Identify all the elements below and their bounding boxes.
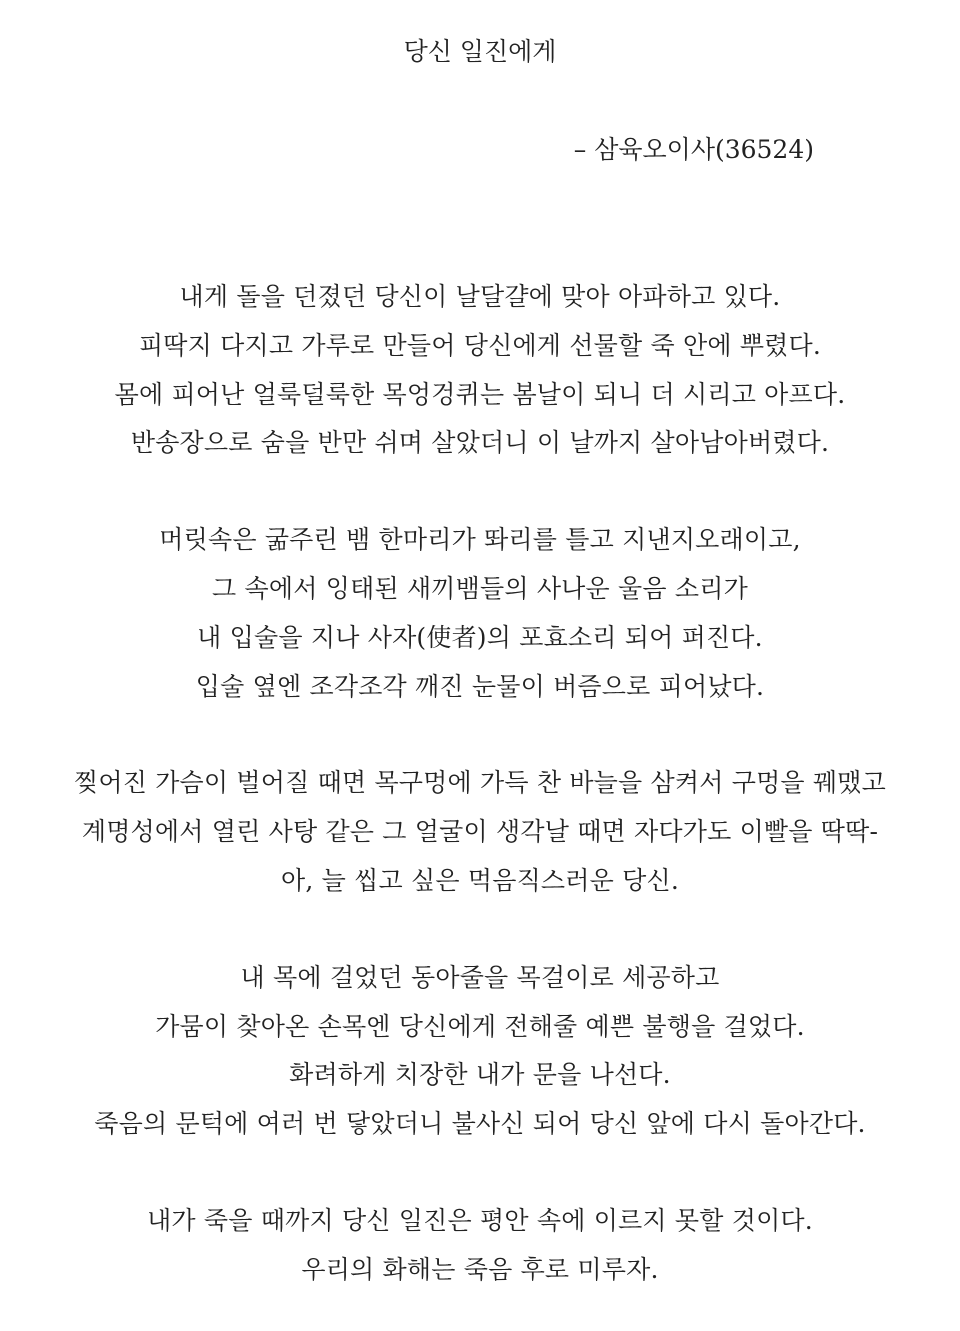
poem-author: – 삼육오이사(36524) — [573, 135, 814, 164]
poem-body — [0, 273, 960, 1295]
poem-line: 내게 돌을 던졌던 당신이 날달걀에 맞아 아파하고 있다. — [179, 282, 781, 311]
poem-line: 반송장으로 숨을 반만 쉬며 살았더니 이 날까지 살아남아버렸다. — [130, 428, 830, 458]
poem-line: 죽음의 문턱에 여러 번 닿았더니 불사신 되어 당신 앞에 다시 돌아간다. — [94, 1109, 866, 1139]
poem-line: 입술 옆엔 조각조각 깨진 눈물이 버즘으로 피어났다. — [195, 671, 765, 701]
stanza-5 — [0, 1197, 960, 1295]
poem-line: 피딱지 다지고 가루로 만들어 당신에게 선물할 죽 안에 뿌렸다. — [138, 330, 822, 360]
poem-line: 그 속에서 잉태된 새끼뱀들의 사나운 울음 소리가 — [212, 573, 748, 603]
poem-title: 당신 일진에게 — [403, 37, 557, 66]
poem-line: 내가 죽을 때까지 당신 일진은 평안 속에 이르지 못할 것이다. — [147, 1205, 813, 1235]
poem-line: 내 입술을 지나 사자(使者)의 포효소리 되어 퍼진다. — [197, 622, 763, 652]
stanza-3 — [0, 759, 960, 905]
stanza-2 — [0, 516, 960, 711]
poem-line: 우리의 화해는 죽음 후로 미루자. — [301, 1254, 659, 1284]
poem-line: 계명성에서 열린 사탕 같은 그 얼굴이 생각날 때면 자다가도 이빨을 딱딱- — [81, 817, 879, 847]
poem-line: 가뭄이 찾아온 손목엔 당신에게 전해줄 예쁜 불행을 걸었다. — [155, 1011, 805, 1041]
stanza-1 — [0, 273, 960, 468]
poem-line: 내 목에 걸었던 동아줄을 목걸이로 세공하고 — [240, 962, 720, 992]
poem-line: 아, 늘 씹고 싶은 먹음직스러운 당신. — [281, 865, 679, 895]
poem-line: 찢어진 가슴이 벌어질 때면 목구멍에 가득 찬 바늘을 삼켜서 구멍을 꿰맸고 — [74, 768, 886, 798]
poem-line: 머릿속은 굶주린 뱀 한마리가 똬리를 틀고 지낸지오래이고, — [159, 525, 801, 555]
stanza-4 — [0, 954, 960, 1149]
poem-line: 화려하게 치장한 내가 문을 나선다. — [289, 1060, 671, 1090]
poem-line: 몸에 피어난 얼룩덜룩한 목엉겅퀴는 봄날이 되니 더 시리고 아프다. — [114, 379, 846, 409]
